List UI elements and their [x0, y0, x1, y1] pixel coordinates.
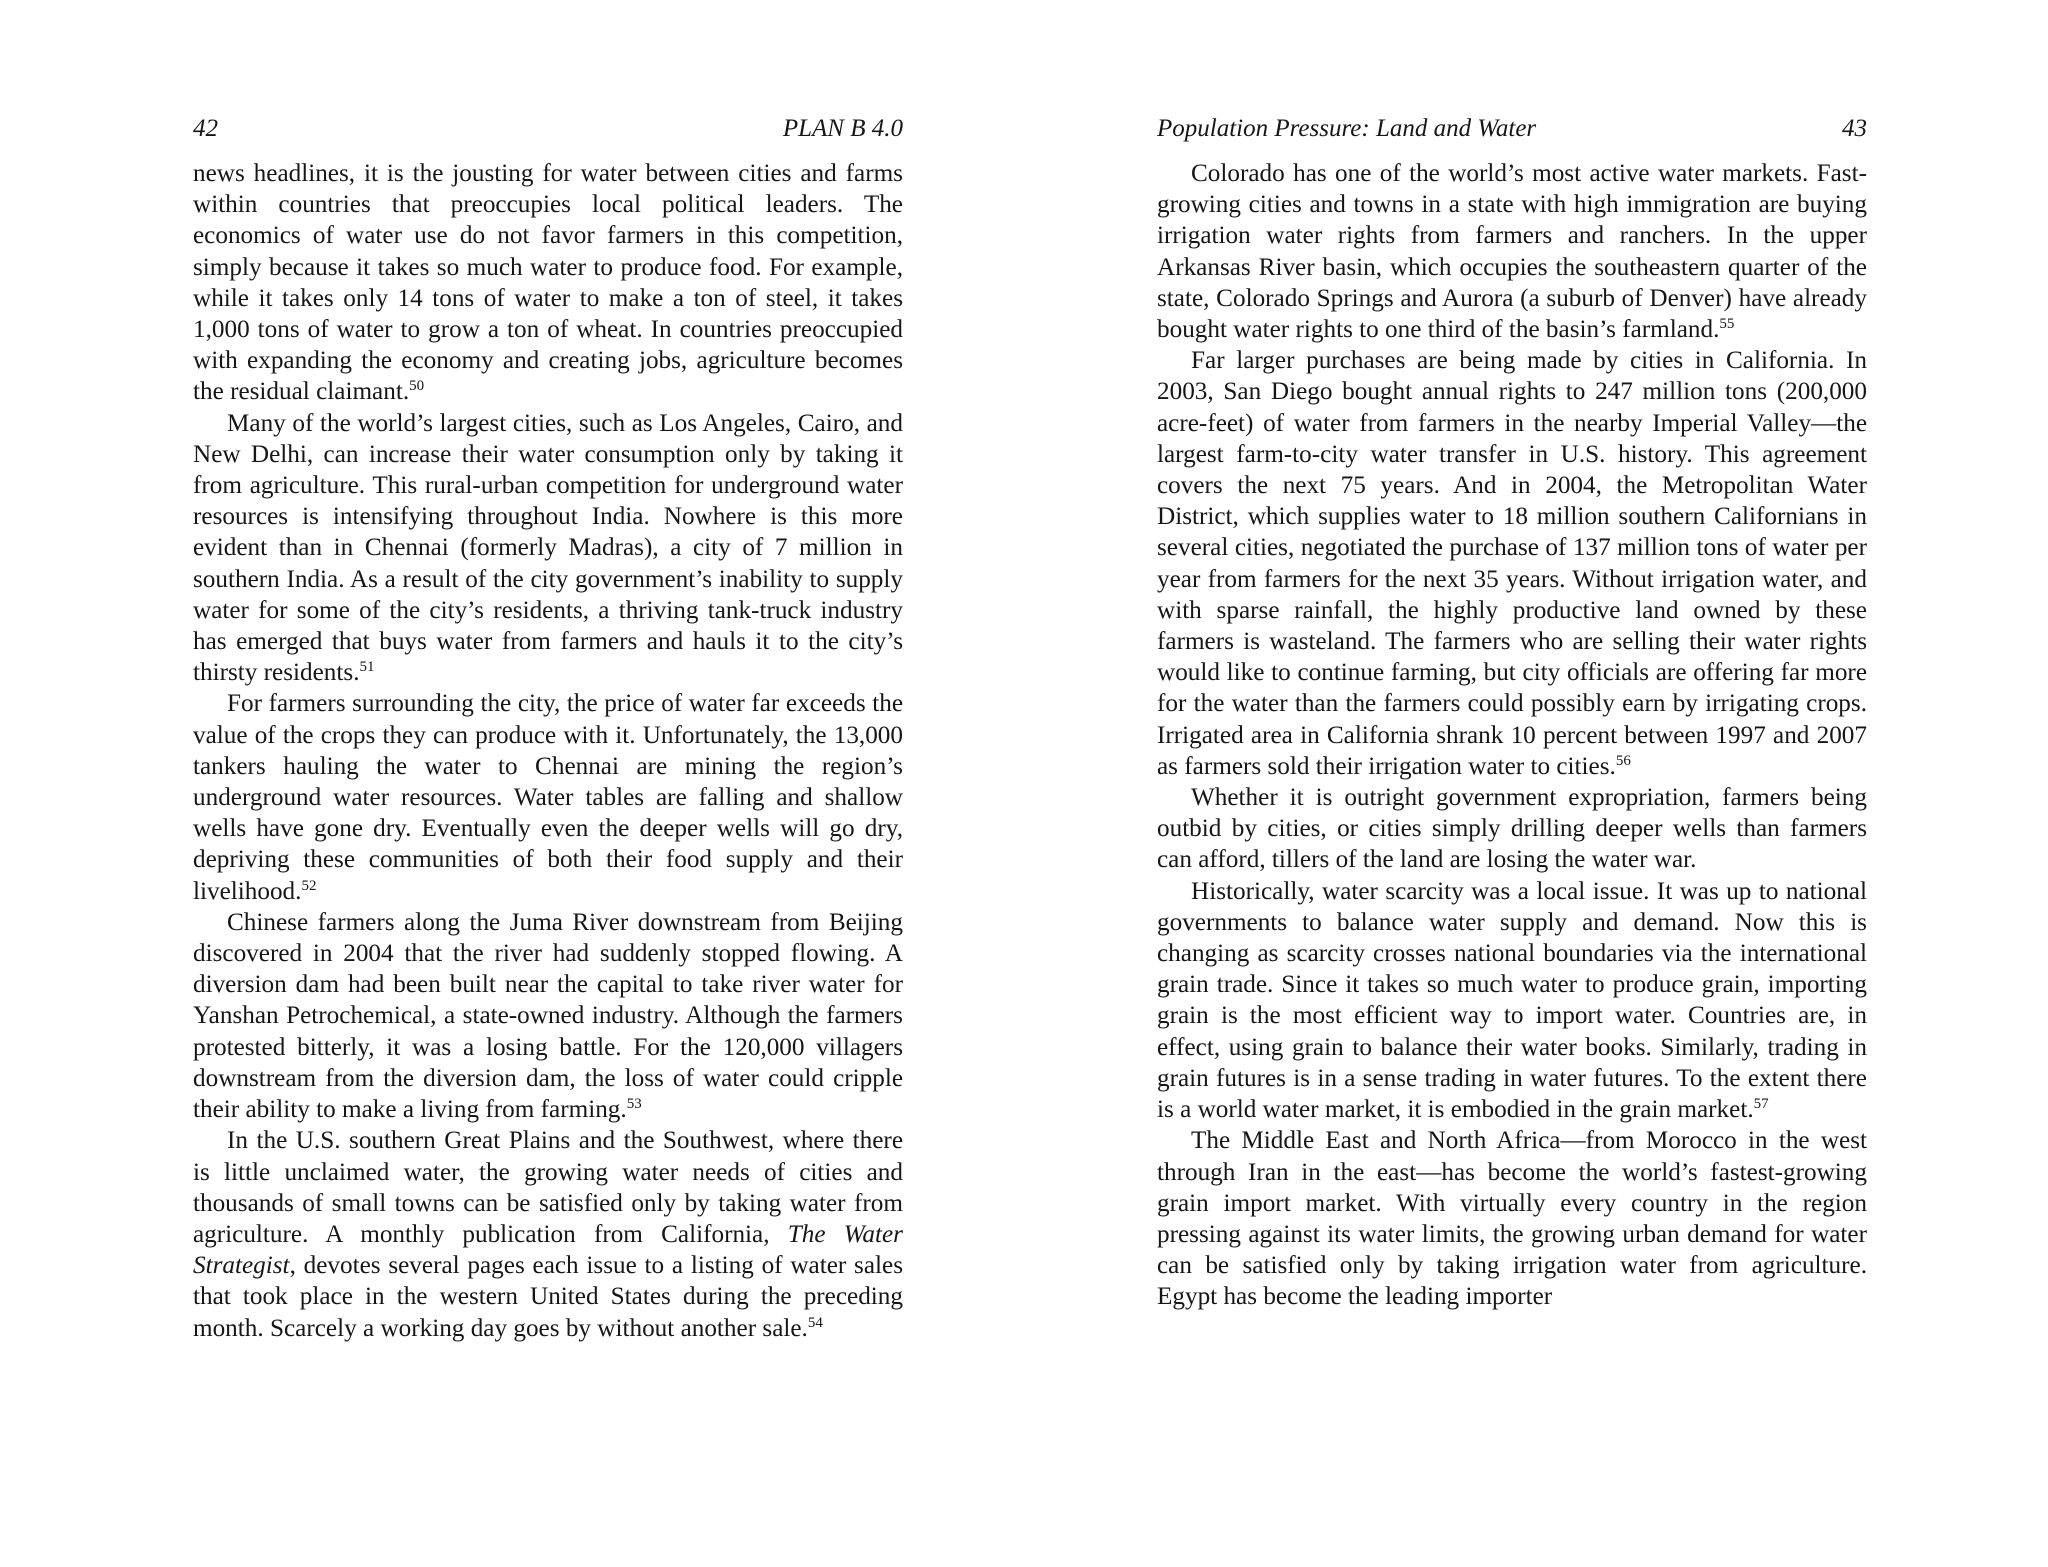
- left-running-head: [193, 112, 903, 146]
- right-body-text: [1157, 158, 1867, 1313]
- footnote-ref: 57: [1753, 1096, 1769, 1113]
- left-page-number: 42: [193, 115, 218, 142]
- right-running-title: Population Pressure: Land and Water: [1157, 115, 1537, 142]
- paragraph-text: Historically, water scarcity was a local issue. It was up to national governments to balance water supply and demand. Now this is changing as scarcity crosses national boundaries via the international grain trade. Since it takes so much water to produce grain, importing grain is the most efficient way to import water. Countries are, in effect, using grain to balance their water books. Similarly, trading in grain futures is in a sense trading in water futures. To the extent there is a world water market, it is embodied in the grain market.: [1157, 877, 1867, 1124]
- paragraph-text: In the U.S. southern Great Plains and the Southwest, where there is little unclaimed water, the growing water needs of cities and thousands of small towns can be satisfied only by taking water from agriculture. A monthly publication from California,: [193, 1127, 903, 1248]
- footnote-ref: 55: [1719, 316, 1735, 333]
- left-running-title: PLAN B 4.0: [782, 115, 903, 142]
- left-paragraph-5: [193, 1125, 903, 1343]
- left-paragraph-1: [193, 158, 903, 408]
- footnote-ref: 54: [807, 1314, 823, 1331]
- footnote-ref: 50: [409, 378, 425, 395]
- right-paragraph-3: [1157, 782, 1867, 876]
- right-paragraph-1: [1157, 158, 1867, 345]
- left-paragraph-2: [193, 408, 903, 689]
- publication-title: The Water Strategist: [193, 1220, 903, 1280]
- paragraph-text: Whether it is outright government expropriation, farmers being outbid by cities, or cities simply drilling deeper wells than farmers can afford, tillers of the land are losing the water war.: [1157, 784, 1867, 874]
- paragraph-text: For farmers surrounding the city, the price of water far exceeds the value of the crops they can produce with it. Unfortunately, the 13,000 tankers hauling the water to Chennai are mining the region’s underground water resources. Water tables are falling and shallow wells have gone dry. Eventually even the deeper wells will go dry, depriving these communities of both their food supply and their livelihood.: [193, 690, 903, 905]
- footnote-ref: 53: [626, 1096, 642, 1113]
- paragraph-text: news headlines, it is the jousting for water between cities and farms within countries that preoccupies local political leaders. The economics of water use do not favor farmers in this competition, simply because it takes so much water to produce food. For example, while it takes only 14 tons of water to make a ton of steel, it takes 1,000 tons of water to grow a ton of wheat. In countries preoccupied with expanding the economy and creating jobs, agriculture becomes the residual claimant.: [193, 160, 903, 406]
- footnote-ref: 52: [301, 877, 317, 894]
- left-body-text: [193, 158, 903, 1344]
- right-paragraph-5: [1157, 1125, 1867, 1312]
- paragraph-text: Many of the world’s largest cities, such as Los Angeles, Cairo, and New Delhi, can increase their water consumption only by taking it from agriculture. This rural-urban competition for underground water resources is intensifying throughout India. Nowhere is this more evident than in Chennai (formerly Madras), a city of 7 million in southern India. As a result of the city government’s inability to supply water for some of the city’s residents, a thriving tank-truck industry has emerged that buys water from farmers and hauls it to the city’s thirsty residents.: [193, 409, 903, 687]
- paragraph-text: Chinese farmers along the Juma River downstream from Beijing discovered in 2004 that the river had suddenly stopped flowing. A diversion dam had been built near the capital to take river water for Yanshan Petrochemical, a state-owned industry. Although the farmers protested bitterly, it was a losing battle. For the 120,000 villagers downstream from the diversion dam, the loss of water could cripple their ability to make a living from farming.: [193, 908, 903, 1124]
- footnote-ref: 56: [1615, 752, 1631, 769]
- left-paragraph-4: [193, 907, 903, 1125]
- paragraph-text: Colorado has one of the world’s most active water markets. Fast-growing cities and towns in a state with high immigration are buying irrigation water rights from farmers and ranchers. In the upper Arkansas River basin, which occupies the southeastern quarter of the state, Colorado Springs and Aurora (a suburb of Denver) have already bought water rights to one third of the basin’s farmland.: [1157, 160, 1867, 344]
- paragraph-text: , devotes several pages each issue to a listing of water sales that took place in the western United States during the preceding month. Scarcely a working day goes by without another sale.: [193, 1252, 903, 1342]
- right-page-number: 43: [1842, 115, 1867, 142]
- paragraph-text: The Middle East and North Africa—from Morocco in the west through Iran in the east—has become the world’s fastest-growing grain import market. With virtually every country in the region pressing against its water limits, the growing urban demand for water can be satisfied only by taking irrigation water from agriculture. Egypt has become the leading importer: [1157, 1127, 1867, 1311]
- footnote-ref: 51: [359, 659, 375, 676]
- paragraph-text: Far larger purchases are being made by cities in California. In 2003, San Diego bought annual rights to 247 million tons (200,000 acre-feet) of water from farmers in the nearby Imperial Valley—the largest farm-to-city water transfer in U.S. history. This agreement covers the next 75 years. And in 2004, the Metropolitan Water District, which supplies water to 18 million southern Californians in several cities, negotiated the purchase of 137 million tons of water per year from farmers for the next 35 years. Without irrigation water, and with sparse rainfall, the highly productive land owned by these farmers is wasteland. The farmers who are selling their water rights would like to continue farming, but city officials are offering far more for the water than the farmers could possibly earn by irrigating crops. Irrigated area in California shrank 10 percent between 1997 and 2007 as farmers sold their irrigation water to cities.: [1157, 347, 1867, 780]
- right-paragraph-4: [1157, 876, 1867, 1126]
- right-running-head: [1157, 112, 1867, 146]
- right-paragraph-2: [1157, 345, 1867, 782]
- left-paragraph-3: [193, 688, 903, 906]
